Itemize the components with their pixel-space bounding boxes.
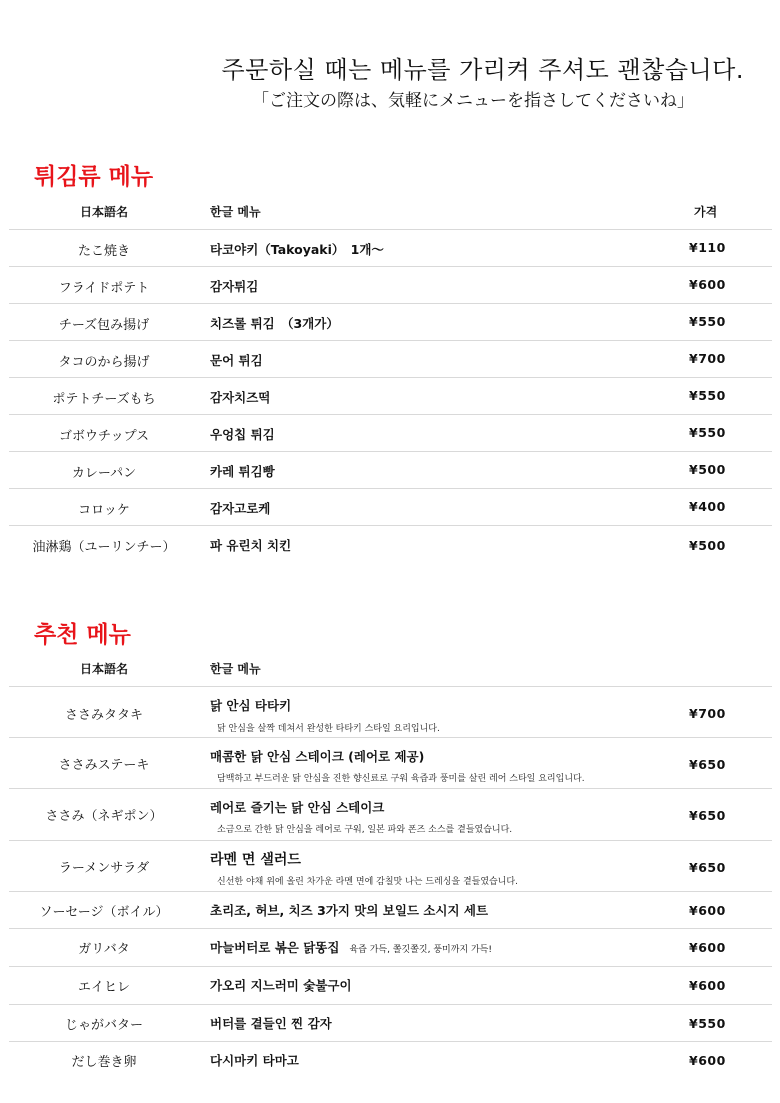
item-korean-name: 레어로 즐기는 닭 안심 스테이크: [210, 800, 385, 815]
table-row: [9, 686, 772, 737]
item-korean-name: 치즈롤 튀김 （3개가）: [210, 316, 339, 331]
recommended-menu-table: [9, 686, 772, 1078]
item-japanese-name: タコのから揚げ: [58, 355, 150, 370]
item-korean-name: 파 유린치 치킨: [210, 538, 292, 553]
table-row: [9, 1004, 772, 1041]
table-row: [9, 303, 772, 340]
section-title-fried: 튀김류 메뉴: [34, 164, 154, 190]
item-description: 소금으로 간한 닭 안심을 레어로 구워, 일본 파와 폰즈 소스를 곁들였습니다.: [217, 825, 513, 835]
item-price: ¥400: [689, 499, 726, 514]
table-row: [9, 414, 772, 451]
section-title-recommended: 추천 메뉴: [34, 622, 131, 648]
item-korean-name: 타코야키（Takoyaki） 1개〜: [210, 242, 384, 257]
table-row: [9, 229, 772, 266]
table-row: [9, 488, 772, 525]
item-japanese-name: だし巻き卵: [71, 1055, 137, 1070]
col-head-japanese: 日本語名: [80, 662, 129, 676]
item-price: ¥550: [689, 388, 726, 403]
table-row: [9, 788, 772, 840]
item-price: ¥700: [689, 706, 726, 721]
item-japanese-name: フライドポテト: [58, 281, 150, 296]
table-row: [9, 451, 772, 488]
item-japanese-name: コロッケ: [78, 503, 130, 518]
item-korean-name: 우엉칩 튀김: [210, 427, 275, 442]
table-row: [9, 891, 772, 928]
table-row: [9, 966, 772, 1004]
item-japanese-name: ポテトチーズもち: [52, 392, 156, 407]
item-price: ¥650: [689, 860, 726, 875]
table-row: [9, 1041, 772, 1078]
item-korean-name: 다시마키 타마고: [210, 1053, 299, 1068]
table-row: [9, 377, 772, 414]
item-korean-name: 가오리 지느러미 숯불구이: [210, 978, 352, 993]
item-japanese-name: ささみステーキ: [58, 758, 150, 773]
item-japanese-name: ささみ（ネギポン）: [45, 809, 163, 824]
item-korean-name: 감자튀김: [210, 279, 259, 294]
item-korean-name: 감자고로케: [210, 501, 271, 516]
item-korean-name: 초리조, 허브, 치즈 3가지 맛의 보일드 소시지 세트: [210, 903, 489, 918]
item-japanese-name: ソーセージ（ボイル）: [39, 905, 169, 920]
table-row: [9, 340, 772, 377]
item-price: ¥550: [689, 1016, 726, 1031]
item-japanese-name: ゴボウチップス: [58, 429, 150, 444]
item-japanese-name: 油淋鶏（ユーリンチー）: [32, 540, 176, 555]
item-price: ¥110: [689, 240, 726, 255]
table-row: [9, 737, 772, 788]
col-head-price: 가격: [694, 205, 718, 219]
col-head-korean: 한글 메뉴: [210, 662, 261, 676]
header-korean: 주문하실 때는 메뉴를 가리켜 주셔도 괜찮습니다.: [221, 56, 744, 84]
item-korean-name-text: 마늘버터로 볶은 닭똥집: [210, 940, 340, 955]
item-japanese-name: チーズ包み揚げ: [58, 318, 150, 333]
item-korean-name: 닭 안심 타타키: [210, 698, 292, 713]
item-price: ¥550: [689, 425, 726, 440]
item-japanese-name: ラーメンサラダ: [58, 861, 150, 876]
item-price: ¥550: [689, 314, 726, 329]
item-korean-name: 감자치즈떡: [210, 390, 271, 405]
item-japanese-name: ささみタタキ: [64, 708, 143, 723]
item-price: ¥600: [689, 1053, 726, 1068]
col-head-korean: 한글 메뉴: [210, 205, 261, 219]
header-japanese: 「ご注文の際は、気軽にメニューを指さしてくださいね」: [252, 91, 694, 111]
item-price: ¥650: [689, 757, 726, 772]
item-korean-name: [210, 938, 492, 956]
item-japanese-name: エイヒレ: [77, 980, 130, 995]
col-head-japanese: 日本語名: [80, 205, 129, 219]
item-korean-name: 매콤한 닭 안심 스테이크 (레어로 제공): [210, 749, 425, 764]
item-price: ¥600: [689, 978, 726, 993]
item-korean-name: 라멘 면 샐러드: [210, 852, 301, 868]
item-description: 신선한 야채 위에 올린 차가운 라멘 면에 감칠맛 나는 드레싱을 곁들였습니다.: [217, 877, 518, 887]
item-japanese-name: たこ焼き: [77, 244, 130, 259]
table-row: [9, 840, 772, 891]
item-price: ¥650: [689, 808, 726, 823]
fried-menu-table: [9, 229, 772, 562]
item-japanese-name: ガリバタ: [78, 942, 130, 957]
item-price: ¥700: [689, 351, 726, 366]
item-description: 담백하고 부드러운 닭 안심을 진한 향신료로 구워 육즙과 풍미를 살린 레어 스타일 요리입니다.: [217, 774, 585, 784]
item-price: ¥600: [689, 940, 726, 955]
item-price: ¥600: [689, 277, 726, 292]
item-inline-note: 육즙 가득, 쫄깃쫄깃, 풍미까지 가득!: [349, 945, 492, 955]
item-japanese-name: カレーパン: [71, 466, 137, 481]
item-japanese-name: じゃがバター: [64, 1018, 143, 1033]
table-row: [9, 928, 772, 966]
item-description: 닭 안심을 살짝 데쳐서 완성한 타타키 스타일 요리입니다.: [217, 724, 440, 734]
table-row: [9, 525, 772, 562]
item-korean-name: 카레 튀김빵: [210, 464, 275, 479]
item-korean-name: 버터를 곁들인 찐 감자: [210, 1016, 332, 1031]
page-header: [0, 52, 780, 114]
item-price: ¥600: [689, 903, 726, 918]
item-price: ¥500: [689, 538, 726, 553]
table-row: [9, 266, 772, 303]
item-korean-name: 문어 튀김: [210, 353, 263, 368]
item-price: ¥500: [689, 462, 726, 477]
